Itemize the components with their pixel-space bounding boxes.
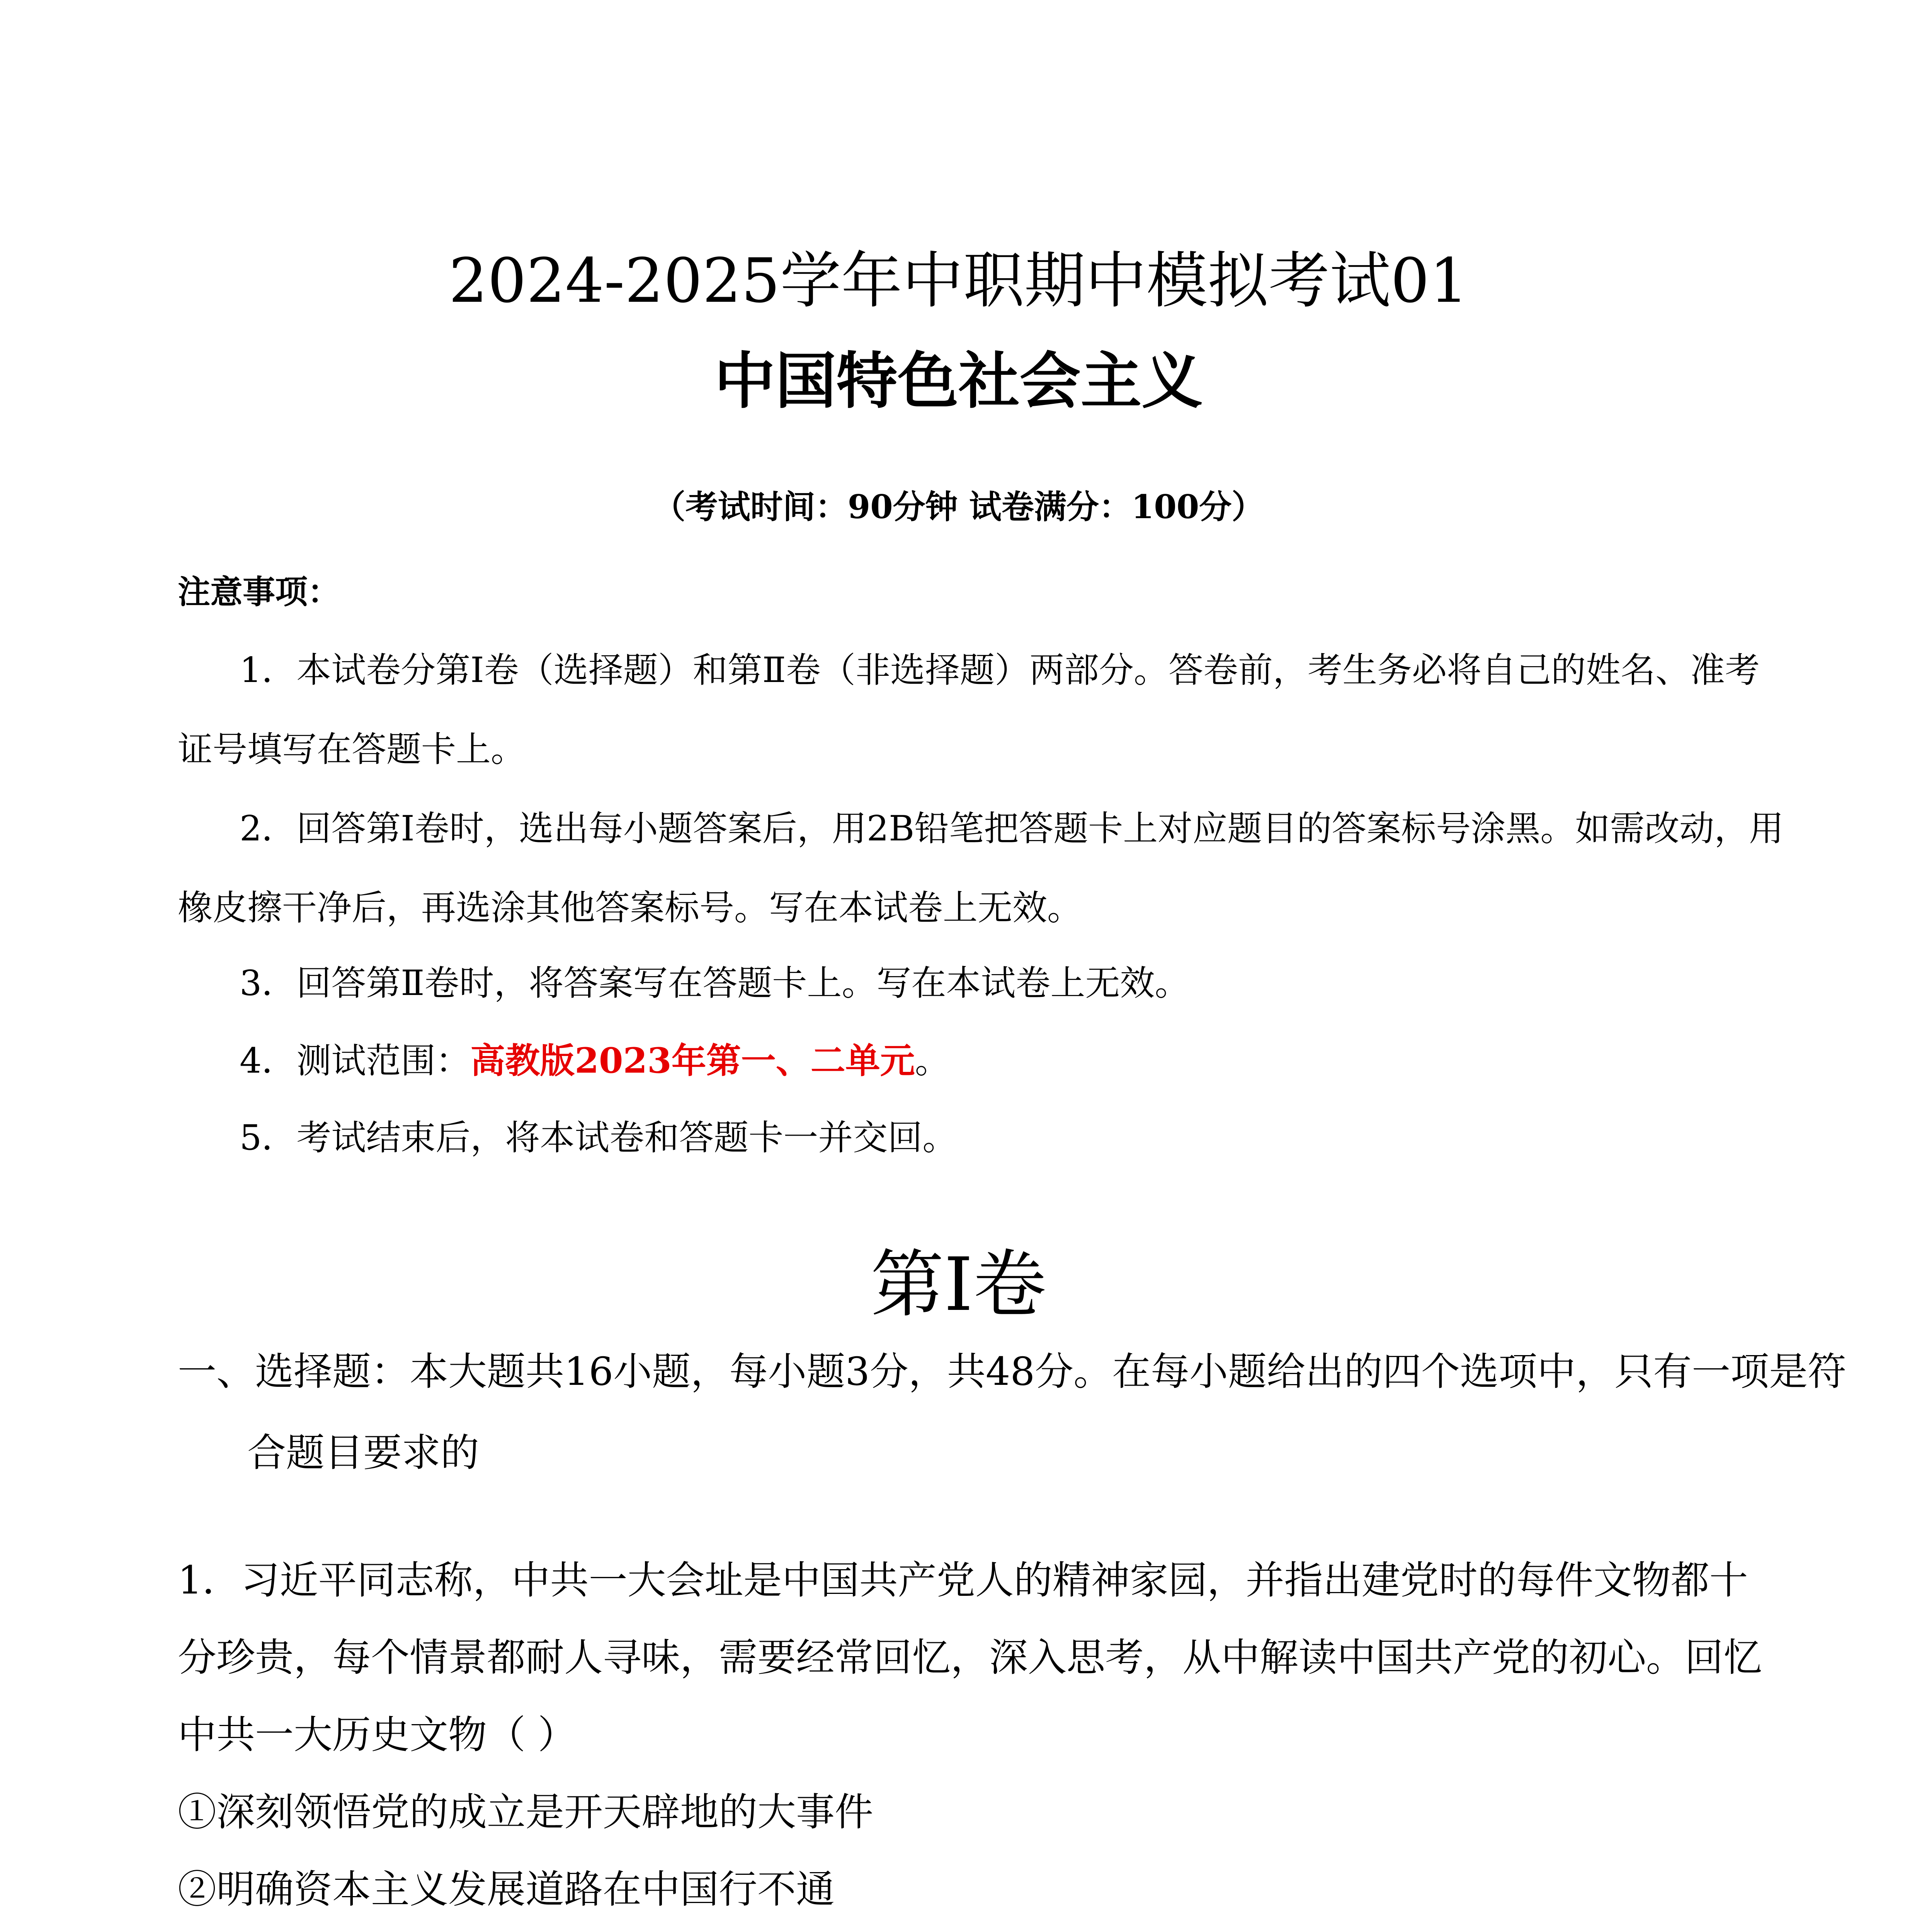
exam-time-score: （考试时间：90分钟 试卷满分：100分）	[653, 488, 1264, 526]
exam-title: 2024-2025学年中职期中模拟考试01	[449, 245, 1468, 316]
notice-item-1-line-2: 证号填写在答题卡上。	[178, 729, 526, 770]
notice-item-2-line-2: 橡皮擦干净后，再选涂其他答案标号。写在本试卷上无效。	[178, 888, 1082, 928]
exam-subject: 中国特色社会主义	[714, 345, 1203, 417]
notice-item-5: 5．考试结束后，将本试卷和答题卡一并交回。	[240, 1117, 958, 1158]
section-instruction-line-1: 一、选择题：本大题共16小题，每小题3分，共48分。在每小题给出的四个选项中，只有一项是符	[178, 1349, 1847, 1394]
section-title: 第Ⅰ卷	[870, 1242, 1047, 1327]
section-instruction-line-2: 合题目要求的	[247, 1430, 479, 1475]
q1-stem-line-1: 1．习近平同志称，中共一大会址是中国共产党人的精神家园，并指出建党时的每件文物都十	[178, 1558, 1748, 1603]
notice-item-4	[240, 1040, 950, 1081]
notice-item-3: 3．回答第Ⅱ卷时，将答案写在答题卡上。写在本试卷上无效。	[240, 963, 1190, 1003]
q1-statement-2: ②明确资本主义发展道路在中国行不通	[178, 1867, 835, 1912]
q1-statement-1: ①深刻领悟党的成立是开天辟地的大事件	[178, 1789, 873, 1835]
q1-stem-line-3: 中共一大历史文物（ ）	[178, 1712, 577, 1757]
notice-item-4-prefix: 4．测试范围：	[240, 1041, 471, 1081]
test-scope-highlight: 高教版2023年第一、二单元	[470, 1040, 915, 1081]
notice-item-1-line-1: 1．本试卷分第Ⅰ卷（选择题）和第Ⅱ卷（非选择题）两部分。答卷前，考生务必将自己的姓名、准考	[240, 650, 1760, 690]
q1-stem-line-2: 分珍贵，每个情景都耐人寻味，需要经常回忆，深入思考，从中解读中国共产党的初心。回忆	[178, 1635, 1762, 1680]
notice-heading: 注意事项：	[178, 573, 340, 611]
notice-item-4-suffix: 。	[915, 1041, 950, 1081]
notice-item-2-line-1: 2．回答第Ⅰ卷时，选出每小题答案后，用2B铅笔把答题卡上对应题目的答案标号涂黑。如需改动，用	[240, 808, 1784, 849]
